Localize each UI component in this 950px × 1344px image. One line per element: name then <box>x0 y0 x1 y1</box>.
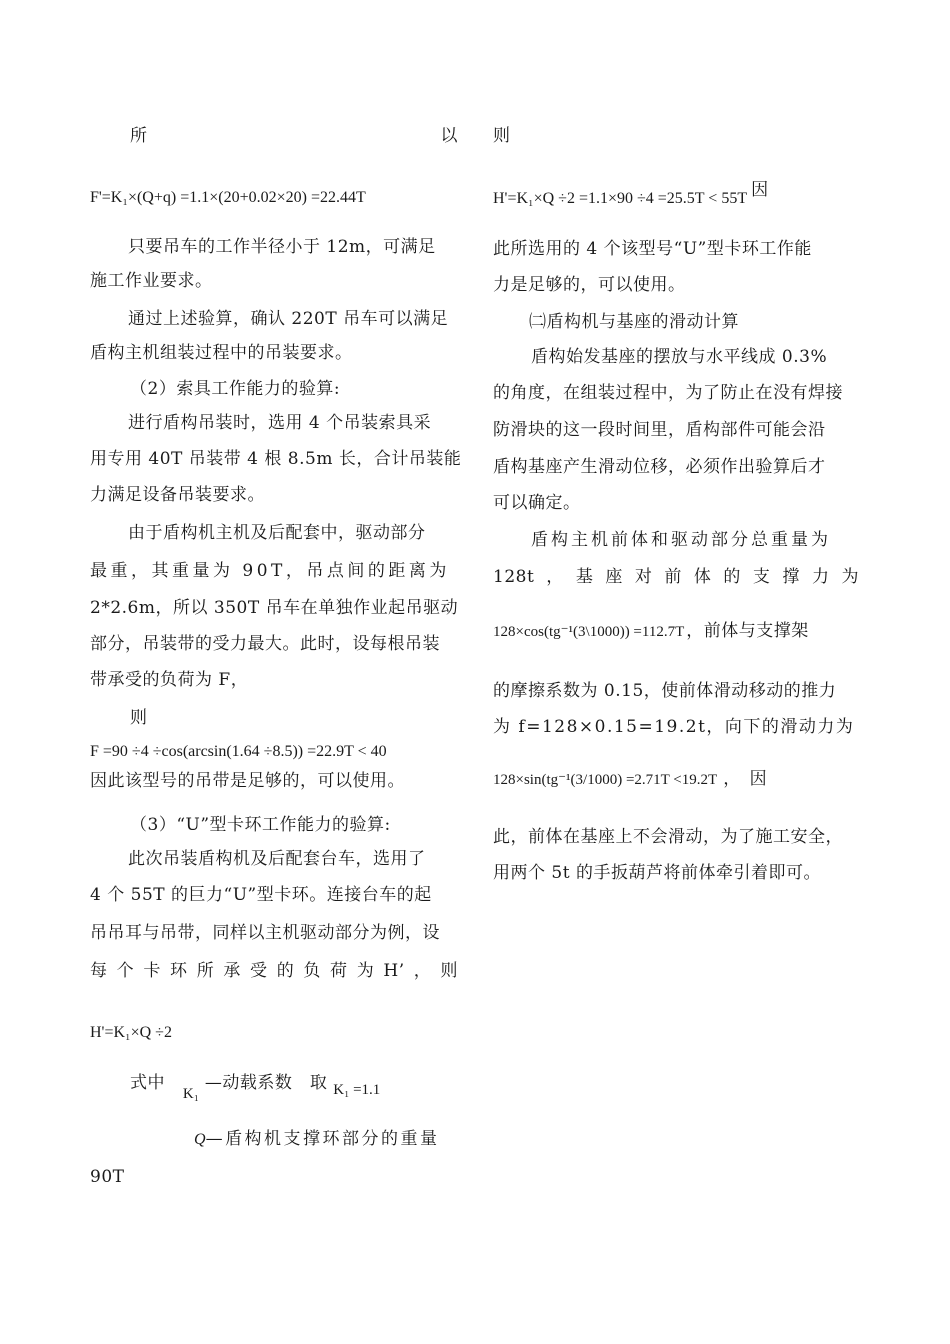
justified-token: 卡 <box>143 961 161 981</box>
justified-token: 则 <box>440 961 458 981</box>
justified-token: 的 <box>276 961 295 981</box>
equation-f-prime: F'=K₁×(Q+q) =1.1×(20+0.02×20) =22.44T <box>90 189 366 206</box>
text-line: 则 <box>130 708 148 728</box>
paragraph-line: 部分，吊装带的受力最大。此时，设每根吊装 <box>90 634 440 654</box>
justified-token: 荷 <box>330 961 348 981</box>
section-heading: （3）“U”型卡环工作能力的验算: <box>130 815 391 835</box>
paragraph-line: 此所选用的 4 个该型号“U”型卡环工作能 <box>493 239 812 259</box>
justified-token: 前 <box>664 567 682 587</box>
paragraph-line: 力满足设备吊装要求。 <box>90 485 265 505</box>
paragraph-line: 防滑块的这一段时间里，盾构部件可能会沿 <box>493 420 826 440</box>
text-line: 则 <box>493 126 511 146</box>
paragraph-line: 用专用 40T 吊装带 4 根 8.5m 长，合计吊装能 <box>90 449 462 469</box>
justified-token: 对 <box>634 567 653 587</box>
equation-f: F =90 ÷4 ÷cos(arcsin(1.64 ÷8.5)) =22.9T < 40 <box>90 743 387 760</box>
paragraph-line: 为 f=128×0.15=19.2t，向下的滑动力为 <box>493 717 855 737</box>
justified-token: 环 <box>170 961 188 981</box>
paragraph-line: 4 个 55T 的巨力“U”型卡环。连接台车的起 <box>90 885 432 905</box>
equation-slide-force: 128×sin(tg⁻¹(3/1000) =2.71T <19.2T ， 因 <box>493 769 768 789</box>
justified-token: 所 <box>196 961 215 981</box>
text-line: 所 以 <box>130 126 458 146</box>
justified-token: 基 <box>575 567 594 587</box>
paragraph-line: 用两个 5t 的手扳葫芦将前体牵引着即可。 <box>493 863 821 883</box>
paragraph-line: 吊吊耳与吊带，同样以主机驱动部分为例，设 <box>90 923 440 943</box>
paragraph-line: 由于盾构机主机及后配套中，驱动部分 <box>128 523 426 543</box>
paragraph-line: 因此该型号的吊带是足够的，可以使用。 <box>90 771 405 791</box>
justified-token: 承 <box>223 961 241 981</box>
value-90t: 90T <box>90 1167 125 1187</box>
section-heading: ㈡盾构机与基座的滑动计算 <box>529 312 739 332</box>
section-heading: （2）索具工作能力的验算: <box>130 379 341 399</box>
justified-token: 支 <box>752 567 771 587</box>
justified-token: 座 <box>605 567 623 587</box>
justified-token: 受 <box>250 961 268 981</box>
paragraph-line: 带承受的负荷为 F， <box>90 670 249 690</box>
justified-token: 撑 <box>782 567 800 587</box>
justified-token: 为 <box>841 567 859 587</box>
justified-token: 的 <box>723 567 741 587</box>
justified-line <box>90 960 462 982</box>
equation-h-prime-result: H'=K₁×Q ÷2 =1.1×90 ÷4 =25.5T < 55T 因 <box>493 180 769 207</box>
justified-token: H’ <box>383 961 405 981</box>
paragraph-line: 盾构基座产生滑动位移，必须作出验算后才 <box>493 457 826 477</box>
definition-k1: 式中 K₁ —动载系数 取 K₁ =1.1 <box>130 1073 381 1102</box>
paragraph-line: 可以确定。 <box>493 493 581 513</box>
justified-token: ， <box>546 567 564 587</box>
justified-line <box>493 566 865 588</box>
paragraph-line: 进行盾构吊装时，选用 4 个吊装索具采 <box>128 413 432 433</box>
justified-token: 个 <box>116 961 135 981</box>
paragraph-line: 的角度，在组装过程中，为了防止在没有焊接 <box>493 383 843 403</box>
justified-token: 每 <box>90 961 108 981</box>
paragraph-line: 盾构主机组装过程中的吊装要求。 <box>90 343 353 363</box>
justified-token: ， <box>413 961 432 981</box>
justified-token: 为 <box>356 961 375 981</box>
paragraph-line: 的摩擦系数为 0.15，使前体滑动移动的推力 <box>493 681 837 701</box>
paragraph-line: 力是足够的，可以使用。 <box>493 275 686 295</box>
paragraph-line: 盾构主机前体和驱动部分总重量为 <box>531 530 831 550</box>
paragraph-line: 2*2.6m，所以 350T 吊车在单独作业起吊驱动 <box>90 598 459 618</box>
justified-token: 力 <box>811 567 830 587</box>
paragraph-line: 此次吊装盾构机及后配套台车，选用了 <box>128 849 426 869</box>
paragraph-line: 只要吊车的工作半径小于 12m，可满足 <box>128 237 436 257</box>
equation-support-force: 128×cos(tg⁻¹(3\1000)) =112.7T ，前体与支撑架 <box>493 621 809 641</box>
paragraph-line: 最重，其重量为 90T，吊点间的距离为 <box>90 561 450 581</box>
paragraph-line: 通过上述验算，确认 220T 吊车可以满足 <box>128 309 449 329</box>
paragraph-line: 盾构始发基座的摆放与水平线成 0.3% <box>531 347 828 367</box>
equation-h-prime: H'=K₁×Q ÷2 <box>90 1024 172 1041</box>
paragraph-line: 施工作业要求。 <box>90 271 213 291</box>
justified-token: 128t <box>493 567 535 587</box>
paragraph-line: 此，前体在基座上不会滑动，为了施工安全， <box>493 827 843 847</box>
justified-token: 体 <box>693 567 712 587</box>
definition-q: Q—盾构机支撑环部分的重量 <box>194 1129 440 1149</box>
justified-token: 负 <box>303 961 321 981</box>
